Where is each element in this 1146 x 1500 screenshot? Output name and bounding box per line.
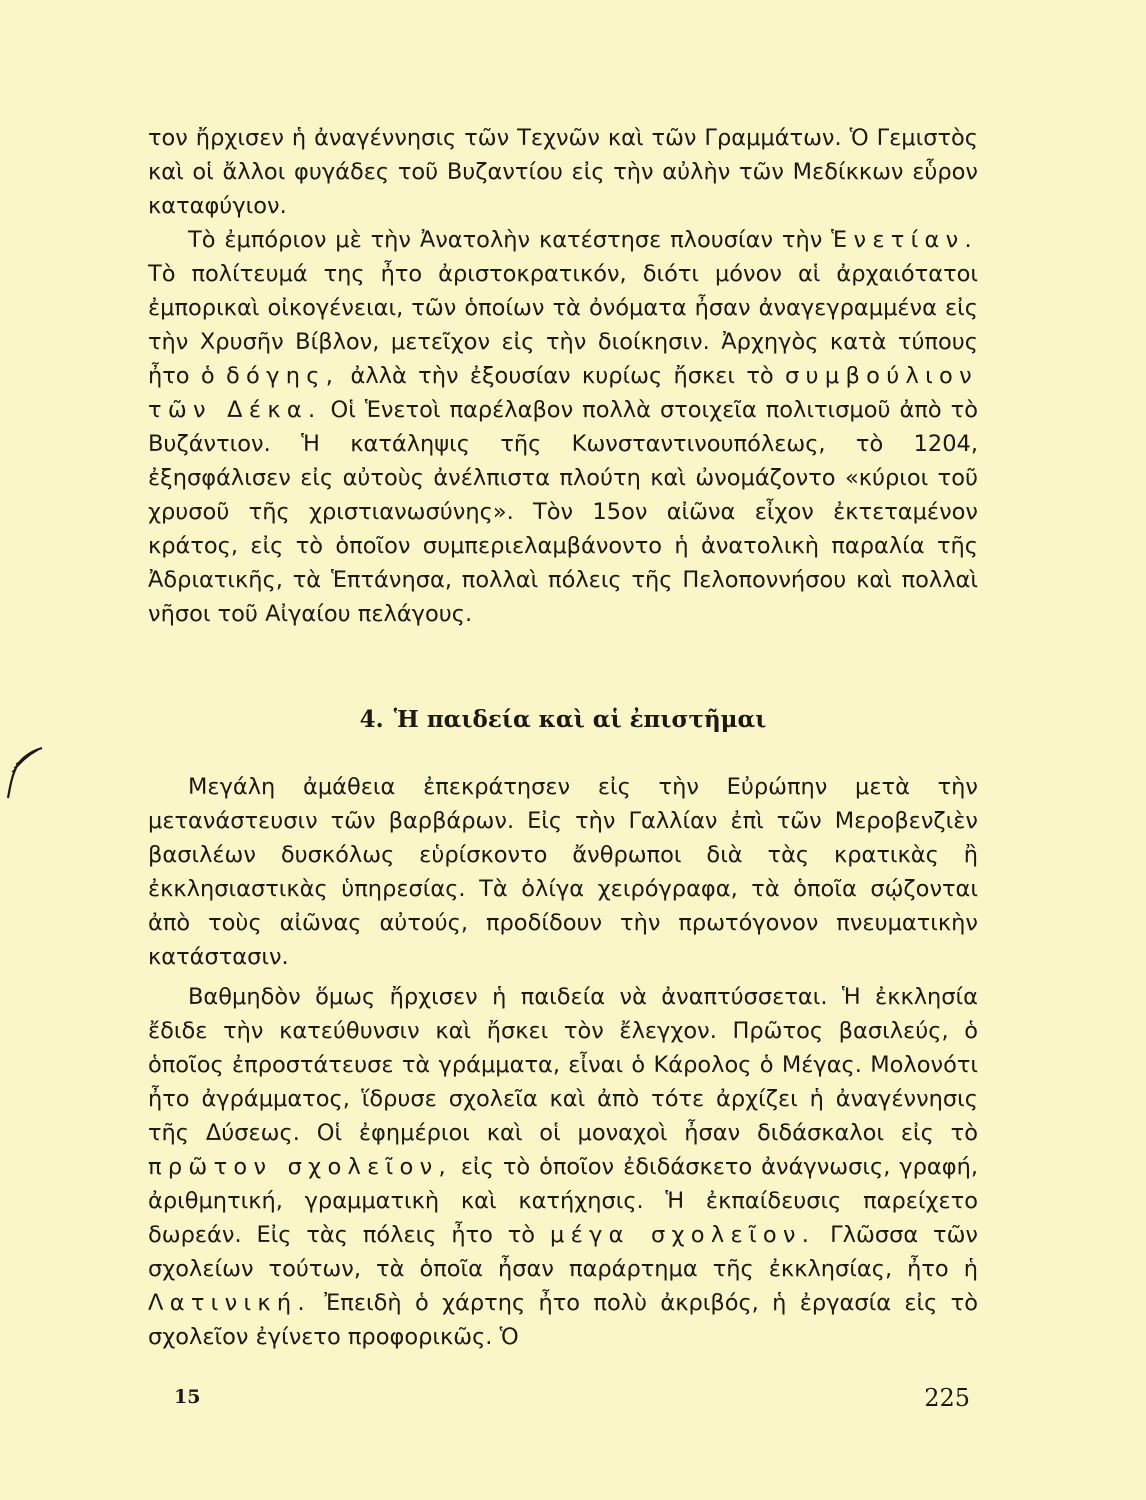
section-number: 4. [359,706,384,733]
council-of-ten-term: συμβούλιον τῶν Δέκα. [148,363,978,423]
venice-term: Ἑνετίαν. [831,227,978,253]
venice-text-c: ἀλλὰ τὴν ἐξουσίαν κυρίως ἤσκει τὸ [339,363,785,389]
education-text-c: Γλῶσσα τῶν σχολείων τούτων, τὰ ὁποῖα ἦσαν παράρτημα τῆς ἐκκλησίας, ἦτο ἡ [148,1222,978,1282]
education-text-d: Ἐπειδὴ ὁ χάρτης ἦτο πολὺ ἀκριβός, ἡ ἐργασία εἰς τὸ σχολεῖον ἐγίνετο προφορικῶς. Ὁ [148,1290,978,1350]
first-school-term: πρῶτον σχολεῖον, [148,1154,452,1180]
section-title: Ἡ παιδεία καὶ αἱ ἐπιστῆμαι [393,706,767,733]
margin-pen-mark-icon [0,742,50,802]
venice-text-a: Τὸ ἐμπόριον μὲ τὴν Ἀνατολὴν κατέστησε πλουσίαν τὴν [188,227,832,253]
section-1-text [148,121,978,631]
doge-term: δόγης, [225,363,340,389]
great-school-term: μέγα σχολεῖον. [549,1222,816,1248]
section-2-text [148,770,978,1354]
paragraph-venice [148,223,978,631]
paragraph-medici: τον ἤρχισεν ἡ ἀναγέννησις τῶν Τεχνῶν καὶ τῶν Γραμμάτων. Ὁ Γεμιστὸς καὶ οἱ ἄλλοι φυγάδες τοῦ Βυζαντίου εἰς τὴν αὐλὴν τῶν Μεδίκκων εὗρον καταφύγιον. [148,125,978,219]
venice-text-b: Τὸ πολίτευμά της ἦτο ἀριστοκρατικόν, διότι μόνον αἱ ἀρχαιότατοι ἐμπορικαὶ οἰκογένειαι, τῶν ὁποίων τὰ ὀνόματα ἦσαν ἀναγεγραμμένα εἰς τὴν Χρυσῆν Βίβλον, μετεῖχον εἰς τὴν διοίκησιν. Ἀρχηγὸς κατὰ τύπους ἦτο ὁ [148,261,978,389]
education-text-a: Βαθμηδὸν ὅμως ἤρχισεν ἡ παιδεία νὰ ἀναπτύσσεται. Ἡ ἐκκλησία ἔδιδε τὴν κατεύθυνσιν καὶ ἤσκει τὸν ἔλεγχον. Πρῶτος βασιλεύς, ὁ ὁποῖος ἐπροστάτευσε τὰ γράμματα, εἶναι ὁ Κάρολος ὁ Μέγας. Μολονότι ἦτο ἀγράμματος, ἵδρυσε σχολεῖα καὶ ἀπὸ τότε ἀρχίζει ἡ ἀναγέννησις τῆς Δύσεως. Οἱ ἐφημέριοι καὶ οἱ μοναχοὶ ἦσαν διδάσκαλοι εἰς τὸ [148,984,978,1146]
paragraph-ignorance: Μεγάλη ἀμάθεια ἐπεκράτησεν εἰς τὴν Εὐρώπην μετὰ τὴν μετανάστευσιν τῶν βαρβάρων. Εἰς τὴν Γαλλίαν ἐπὶ τῶν Μεροβενζιὲν βασιλέων δυσκόλως εὑρίσκοντο ἄνθρωποι διὰ τὰς κρατικὰς ἢ ἐκκλησιαστικὰς ὑπηρεσίας. Τὰ ὀλίγα χειρόγραφα, τὰ ὁποῖα σῴζονται ἀπὸ τοὺς αἰῶνας αὐτούς, προδίδουν τὴν πρωτόγονον πνευματικὴν κατάστασιν. [148,774,978,970]
venice-text-d: Οἱ Ἑνετοὶ παρέλαβον πολλὰ στοιχεῖα πολιτισμοῦ ἀπὸ τὸ Βυζάντιον. Ἡ κατάληψις τῆς Κωνσταντινουπόλεως, τὸ 1204, ἐξησφάλισεν εἰς αὐτοὺς ἀνέλπιστα πλούτη καὶ ὠνομάζοντο «κύριοι τοῦ χρυσοῦ τῆς χριστιανωσύνης». Τὸν 15ον αἰῶνα εἶχον ἐκτεταμένον κράτος, εἰς τὸ ὁποῖον συμπεριελαμβάνοντο ἡ ἀνατολικὴ παραλία τῆς Ἀδριατικῆς, τὰ Ἑπτάνησα, πολλαὶ πόλεις τῆς Πελοποννήσου καὶ πολλαὶ νῆσοι τοῦ Αἰγαίου πελάγους. [148,397,978,627]
section-heading [148,706,978,733]
printer-signature-mark: 15 [174,1386,201,1408]
education-text-b: εἰς τὸ ὁποῖον ἐδιδάσκετο ἀνάγνωσις, γραφή, ἀριθμητική, γραμματικὴ καὶ κατήχησις. Ἡ ἐκπαίδευσις παρείχετο δωρεάν. Εἰς τὰς πόλεις ἦτο τὸ [148,1154,978,1248]
latin-term: Λατινική. [148,1290,311,1316]
paragraph-education [148,980,978,1354]
page-number: 225 [924,1384,970,1412]
